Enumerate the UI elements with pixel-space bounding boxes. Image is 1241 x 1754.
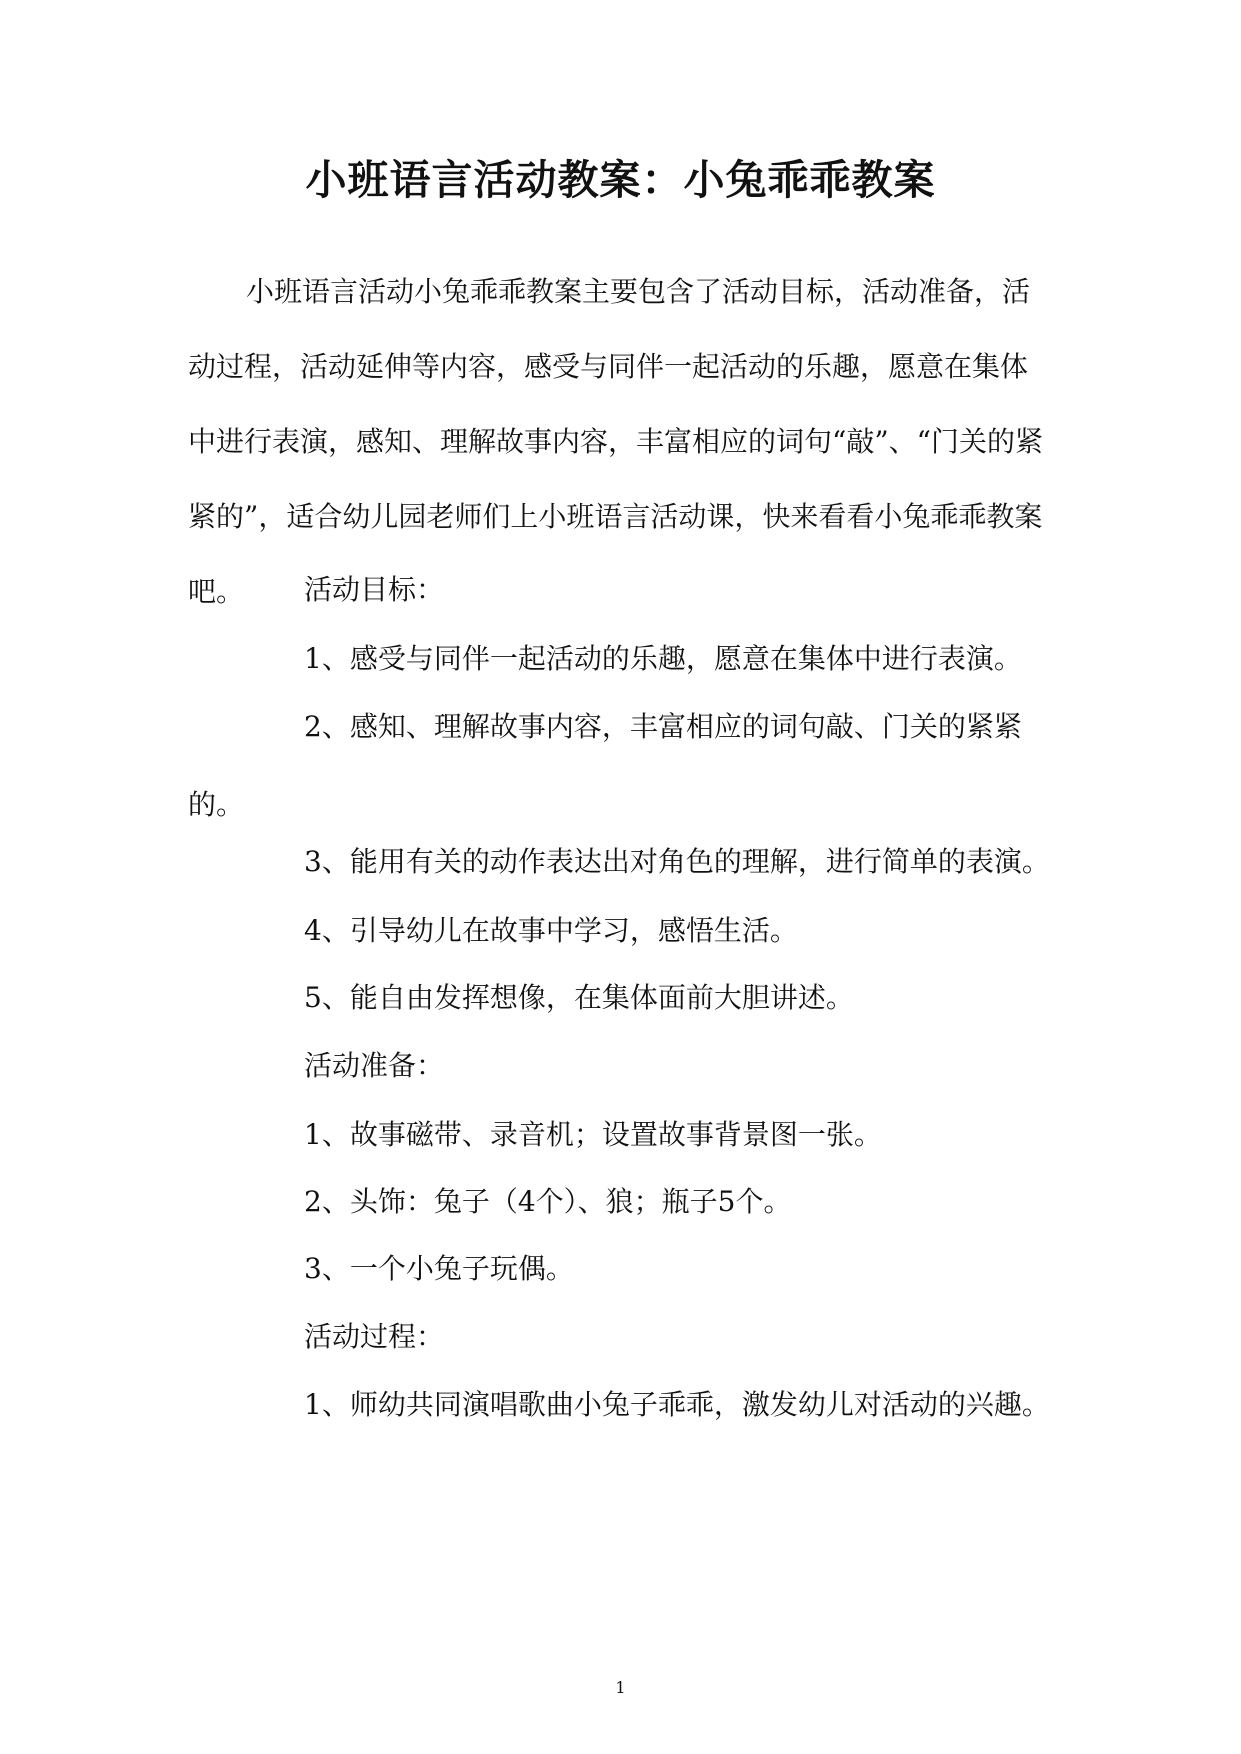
process-heading: 活动过程： [304,1320,445,1353]
goals-heading: 活动目标： [304,573,445,606]
process-item: 1、师幼共同演唱歌曲小兔子乖乖，激发幼儿对活动的兴趣。 [304,1388,1050,1421]
goal-item: 5、能自由发挥想像，在集体面前大胆讲述。 [304,981,854,1014]
goal-item: 1、感受与同伴一起活动的乐趣，愿意在集体中进行表演。 [304,642,1022,675]
intro-paragraph: 小班语言活动小兔乖乖教案主要包含了活动目标，活动准备，活动过程，活动延伸等内容，感受与同伴一起活动的乐趣，愿意在集体中进行表演，感知、理解故事内容，丰富相应的词句“敲”、“门关的紧紧的”，适合幼儿园老师们上小班语言活动课，快来看看小兔乖乖教案吧。 [188,275,1043,608]
page-number: 1 [615,1678,626,1697]
prep-item: 3、一个小兔子玩偶。 [304,1252,574,1285]
goal-item: 2、感知、理解故事内容，丰富相应的词句敲、门关的紧紧的。 [188,710,1022,821]
prep-item: 1、故事磁带、录音机；设置故事背景图一张。 [304,1118,882,1151]
document-title: 小班语言活动教案：小兔乖乖教案 [305,156,936,204]
prep-item: 2、头饰：兔子（4个）、狼；瓶子5个。 [304,1185,792,1218]
goal-item: 4、引导幼儿在故事中学习，感悟生活。 [304,914,798,947]
prep-heading: 活动准备： [304,1049,445,1082]
goal-item: 3、能用有关的动作表达出对角色的理解，进行简单的表演。 [304,845,1050,878]
